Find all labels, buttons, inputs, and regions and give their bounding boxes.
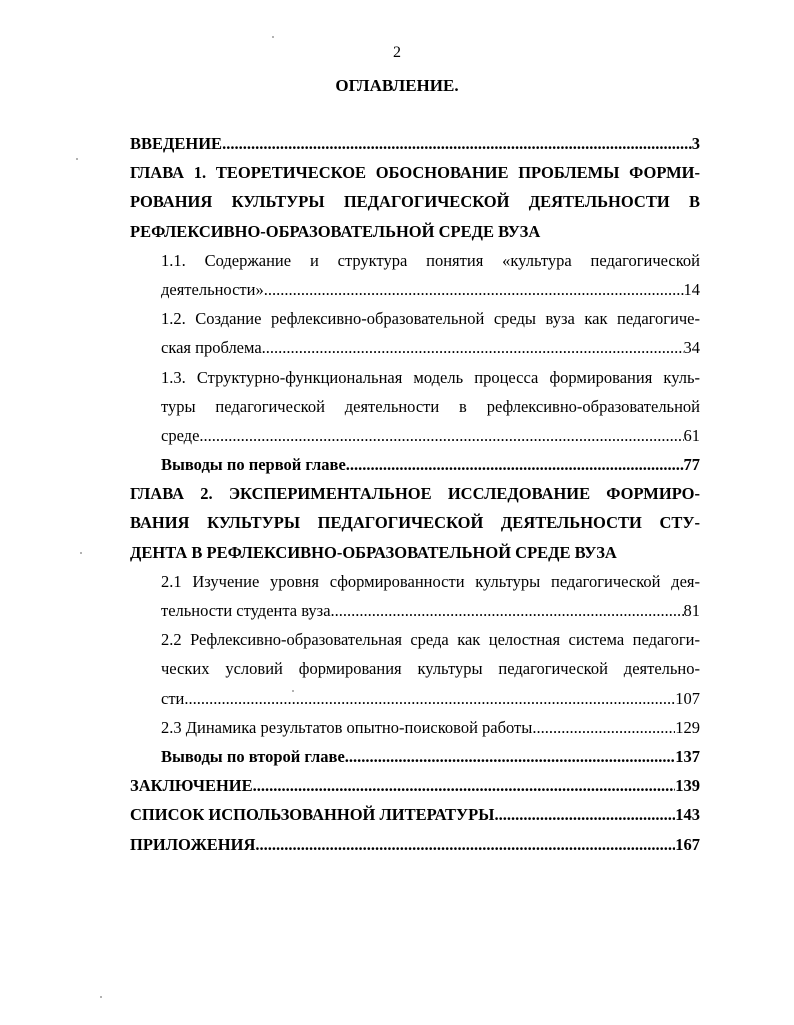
toc-page-number: 3 <box>691 134 700 153</box>
toc-entry-label: СПИСОК ИСПОЛЬЗОВАННОЙ ЛИТЕРАТУРЫ <box>130 805 495 825</box>
toc-entry-conclusion[interactable] <box>130 771 700 800</box>
toc-leader-dots <box>253 771 676 800</box>
toc-page-number: 14 <box>683 279 700 299</box>
toc-section-line: 2.1 Изучение уровня сформированности культуры педагогической дея- <box>161 571 700 591</box>
scan-speck <box>272 36 274 38</box>
toc-entry-label: сти <box>161 688 185 708</box>
toc-section-1-2[interactable] <box>130 304 700 362</box>
toc-page-number: 77 <box>683 455 700 475</box>
toc-chapter-line: ГЛАВА 1. ТЕОРЕТИЧЕСКОЕ ОБОСНОВАНИЕ ПРОБЛЕМЫ ФОРМИ- <box>130 163 700 183</box>
toc-chapter-line: РОВАНИЯ КУЛЬТУРЫ ПЕДАГОГИЧЕСКОЙ ДЕЯТЕЛЬНОСТИ В <box>130 192 700 212</box>
toc-chapter-2-heading[interactable] <box>130 479 700 567</box>
scan-speck <box>76 158 78 160</box>
toc-leader-dots <box>199 421 683 450</box>
page-number: 2 <box>393 44 401 61</box>
toc-entry-label: Выводы по второй главе <box>161 746 345 766</box>
toc-section-line <box>161 421 700 450</box>
toc-section-line <box>161 684 700 713</box>
toc-conclusions-chapter-2[interactable] <box>130 742 700 771</box>
toc-page-number: 167 <box>675 834 700 854</box>
page-title: ОГЛАВЛЕНИЕ. <box>335 76 459 95</box>
toc-leader-dots <box>331 596 684 625</box>
table-of-contents <box>130 129 700 859</box>
toc-page-number: 107 <box>675 688 700 708</box>
toc-section-line: 1.2. Создание рефлексивно-образовательной среды вуза как педагогиче- <box>161 309 700 329</box>
toc-entry-label: среде <box>161 425 200 445</box>
toc-chapter-line: ГЛАВА 2. ЭКСПЕРИМЕНТАЛЬНОЕ ИССЛЕДОВАНИЕ ФОРМИРО- <box>130 484 700 504</box>
toc-chapter-line: ДЕНТА В РЕФЛЕКСИВНО-ОБРАЗОВАТЕЛЬНОЙ СРЕДЕ ВУЗА <box>130 542 617 562</box>
toc-page-number: 137 <box>675 746 700 766</box>
toc-section-line: 1.1. Содержание и структура понятия «культура педагогической <box>161 250 700 270</box>
toc-section-2-3[interactable] <box>130 713 700 742</box>
toc-section-line: 2.2 Рефлексивно-образовательная среда как целостная система педагоги- <box>161 630 700 650</box>
toc-page-number: 139 <box>675 776 700 796</box>
toc-leader-dots <box>346 450 684 479</box>
toc-conclusions-chapter-1[interactable] <box>130 450 700 479</box>
toc-section-2-2[interactable] <box>130 625 700 713</box>
toc-entry-label: тельности студента вуза <box>161 601 331 620</box>
toc-section-line: туры педагогической деятельности в рефлексивно-образовательной <box>161 396 700 416</box>
toc-chapter-1-heading[interactable] <box>130 158 700 246</box>
toc-section-1-1[interactable] <box>130 246 700 304</box>
toc-entry-label: деятельности» <box>161 279 264 299</box>
toc-section-line <box>161 596 700 625</box>
scan-speck <box>292 690 294 692</box>
toc-chapter-line: ВАНИЯ КУЛЬТУРЫ ПЕДАГОГИЧЕСКОЙ ДЕЯТЕЛЬНОСТИ СТУ- <box>130 513 700 533</box>
toc-page-number: 129 <box>675 717 700 737</box>
toc-page-number: 34 <box>683 338 700 358</box>
toc-page-number: 143 <box>675 805 700 825</box>
toc-leader-dots <box>222 129 692 158</box>
toc-leader-dots <box>494 800 675 829</box>
toc-leader-dots <box>264 275 684 304</box>
toc-leader-dots <box>184 684 675 713</box>
toc-leader-dots <box>255 830 675 859</box>
toc-entry-appendices[interactable] <box>130 830 700 859</box>
toc-leader-dots <box>262 333 684 362</box>
toc-section-line: 1.3. Структурно-функциональная модель процесса формирования куль- <box>161 367 700 387</box>
toc-entry-label: ВВЕДЕНИЕ <box>130 134 223 153</box>
toc-chapter-line: РЕФЛЕКСИВНО-ОБРАЗОВАТЕЛЬНОЙ СРЕДЕ ВУЗА <box>130 221 541 241</box>
toc-entry-bibliography[interactable] <box>130 800 700 829</box>
toc-leader-dots <box>532 713 675 742</box>
toc-entry-label: ПРИЛОЖЕНИЯ <box>130 834 256 854</box>
toc-section-line <box>161 275 700 304</box>
scan-speck <box>100 996 102 998</box>
toc-section-line: ческих условий формирования культуры педагогической деятельно- <box>161 659 700 679</box>
toc-entry-label: Выводы по первой главе <box>161 455 346 475</box>
toc-entry-label: 2.3 Динамика результатов опытно-поисковой работы <box>161 717 533 737</box>
toc-entry-label: ская проблема <box>161 338 262 358</box>
toc-leader-dots <box>345 742 675 771</box>
toc-page-number: 81 <box>683 601 700 620</box>
toc-section-line <box>161 333 700 362</box>
toc-section-1-3[interactable] <box>130 363 700 451</box>
scan-speck <box>80 552 82 554</box>
toc-page-number: 61 <box>683 425 700 445</box>
toc-section-2-1[interactable] <box>130 567 700 625</box>
toc-entry-label: ЗАКЛЮЧЕНИЕ <box>130 776 253 796</box>
toc-entry-introduction[interactable] <box>130 129 700 158</box>
